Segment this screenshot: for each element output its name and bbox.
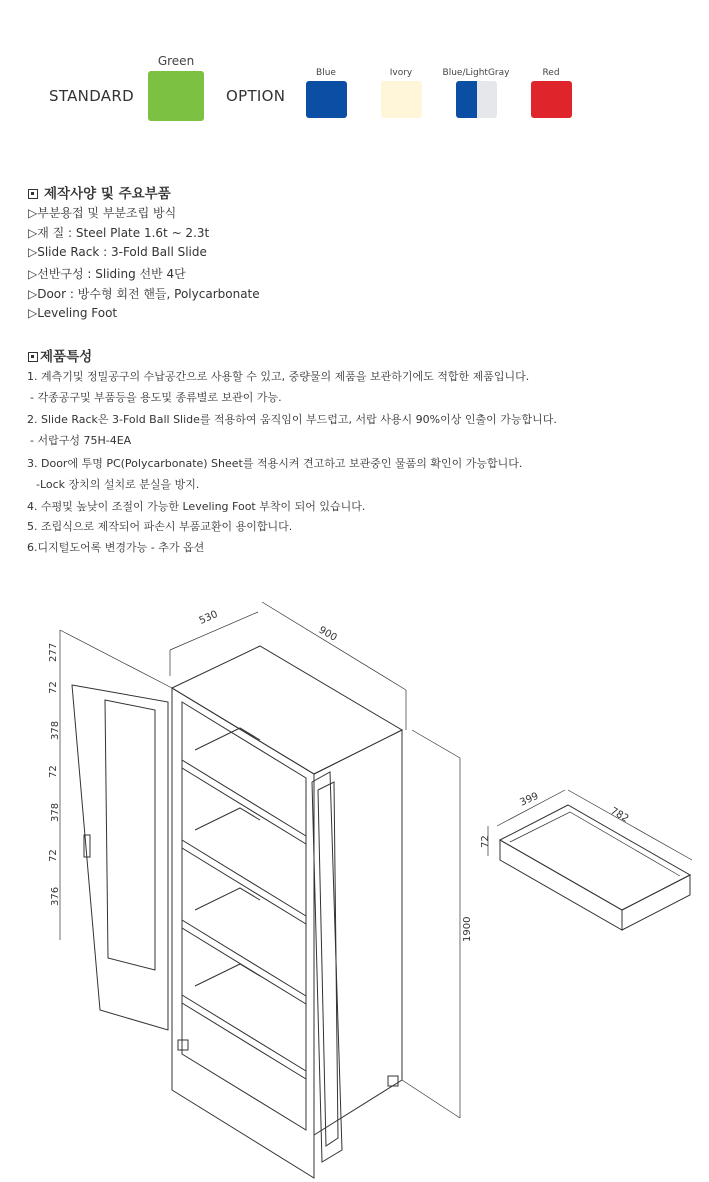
cabinet-shelf [182,848,306,924]
spec-item: ▷Door : 방수형 회전 핸들, Polycarbonate [28,287,260,301]
cabinet-shelf [182,760,306,836]
specs-title [28,182,171,202]
feature-item: 1. 계측기및 정밀공구의 수납공간으로 사용할 수 있고, 중량물의 제품을 보관하기에도 적합한 제품입니다. [27,370,530,383]
feature-item: - 각종공구및 부품등을 용도및 종류별로 보관이 가능. [30,391,282,404]
feature-item: 6.디지털도어록 변경가능 - 추가 옵션 [27,541,205,554]
option-label: OPTION [226,87,286,105]
swatch-caption-ivory: Ivory [389,68,413,78]
spec-item: ▷재 질 : Steel Plate 1.6t ~ 2.3t [28,226,210,240]
spec-item: ▷Leveling Foot [28,306,118,320]
cabinet-drawing [0,590,709,1182]
dim-stack-label: 378 [50,720,61,740]
swatch-ivory[interactable] [381,81,422,118]
dim-depth-label: 530 [197,608,220,627]
feature-item: 2. Slide Rack은 3-Fold Ball Slide를 적용하여 움직임이 부드럽고, 서랍 사용시 90%이상 인출이 가능합니다. [27,413,557,426]
cabinet-shelf-depth [195,808,260,830]
swatch-caption-red: Red [542,68,560,78]
cabinet-shelf [182,995,306,1071]
cabinet-shelf-depth [195,728,260,750]
cabinet-shelf-depth [195,888,260,910]
features-title-text: 제품특성 [40,349,93,365]
feature-item: 4. 수평및 높낮이 조절이 가능한 Leveling Foot 부착이 되어 있습니다. [27,500,366,513]
spec-item: ▷Slide Rack : 3-Fold Ball Slide [28,245,207,259]
swatch-caption-blue: Blue [316,68,336,78]
cabinet-opening [182,702,306,1130]
swatch-red[interactable] [531,81,572,118]
swatch-caption-green: Green [157,54,195,68]
cabinet-shelf [182,1003,306,1079]
swatch-green[interactable] [148,71,204,121]
dim-stack-label: 376 [50,886,61,906]
swatch-blue-half [456,81,477,118]
tray-width-label: 782 [608,805,631,825]
feature-item: 3. Door에 투명 PC(Polycarbonate) Sheet를 적용시켜 견고하고 보관중인 물품의 확인이 가능합니다. [27,457,523,470]
tray-depth-label: 399 [518,790,541,809]
spec-item: ▷부분용접 및 부분조립 방식 [28,206,177,220]
dim-stack-label: 72 [48,681,59,694]
specs-title-text: 제작사양 및 주요부품 [44,186,171,202]
cabinet-shelf-depth [195,964,260,986]
swatch-caption-blue-lightgray: Blue/LightGray [442,68,510,78]
feature-item: 5. 조립식으로 제작되어 파손시 부품교환이 용이합니다. [27,520,293,533]
cabinet-shelf [182,840,306,916]
tray-height-label: 72 [480,835,491,848]
feature-item: - 서랍구성 75H-4EA [30,434,132,447]
features-title [28,345,92,365]
dim-height-label: 1900 [462,916,473,942]
dim-stack-label: 72 [48,849,59,862]
cabinet-shelf [182,768,306,844]
cabinet-side-face [314,730,402,1135]
spec-item: ▷선반구성 : Sliding 선반 4단 [28,267,186,281]
dim-stack-label: 72 [48,765,59,778]
dim-width-label: 900 [316,624,339,644]
leveling-foot-icon [388,1076,398,1086]
dim-stack-label: 378 [50,802,61,822]
feature-item: -Lock 장치의 설치로 분실을 방지. [36,478,200,491]
swatch-lightgray-half [477,81,498,118]
square-bullet-icon [28,189,38,199]
dim-stack-label: 277 [48,642,59,662]
cabinet-shelf [182,920,306,996]
leveling-foot-icon [178,1040,188,1050]
cabinet-front-face [172,688,314,1178]
swatch-blue[interactable] [306,81,347,118]
square-bullet-icon [28,352,38,362]
swatch-blue-lightgray[interactable] [456,81,497,118]
standard-label: STANDARD [49,87,134,105]
cabinet-left-door-glass [105,700,155,970]
cabinet-top-face [172,646,402,774]
